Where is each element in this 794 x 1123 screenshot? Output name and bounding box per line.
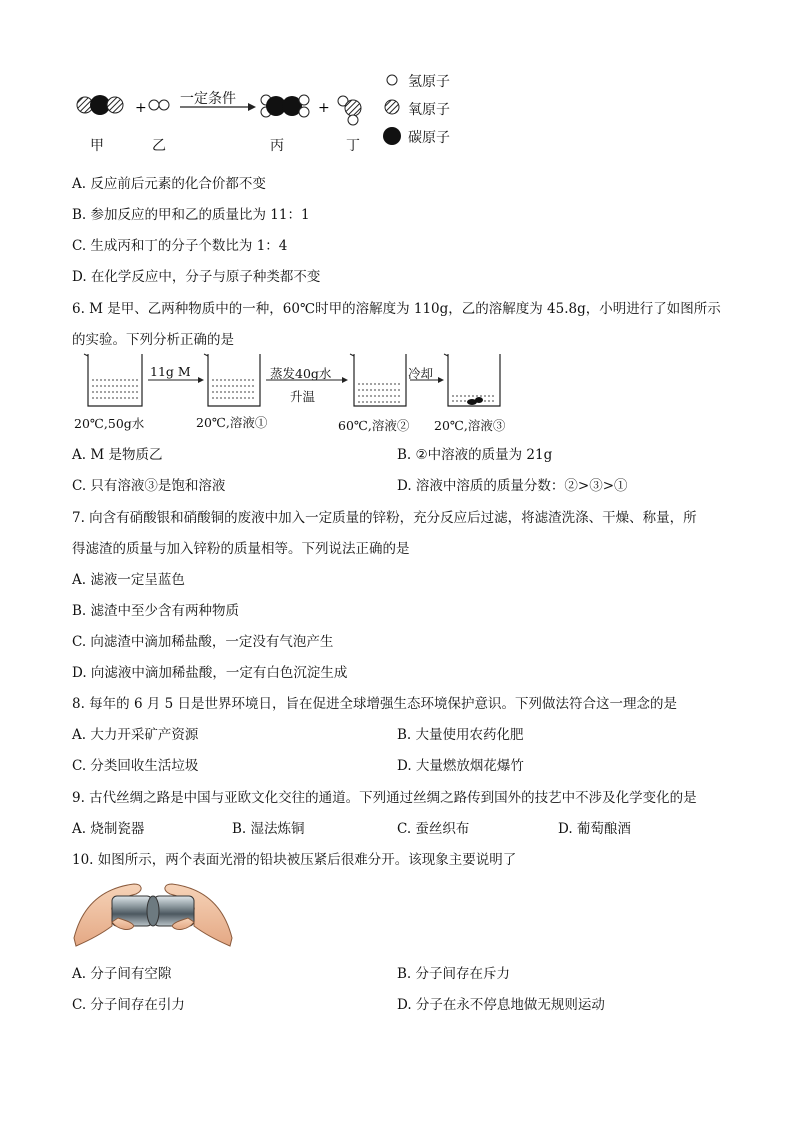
beaker-3-label: 60℃,溶液② (338, 418, 410, 433)
step3-label: 冷却 (408, 366, 434, 381)
beaker-2 (204, 354, 260, 406)
q6-option-a: A. M 是物质乙 (72, 447, 163, 463)
q9-option-d: D. 葡萄酿酒 (558, 821, 631, 837)
plus-sign: + (318, 100, 330, 116)
q5-option-b: B. 参加反应的甲和乙的质量比为 11：1 (72, 207, 310, 223)
molecule-jia (77, 95, 123, 115)
step2-bottom-label: 升温 (290, 389, 316, 404)
oxygen-atom-icon (385, 100, 399, 114)
q10-option-a: A. 分子间有空隙 (72, 966, 172, 982)
legend-hydrogen: 氢原子 (408, 74, 450, 90)
q9-option-a: A. 烧制瓷器 (72, 821, 145, 837)
q8-option-b: B. 大量使用农药化肥 (397, 727, 524, 743)
beaker-1-label: 20℃,50g水 (74, 416, 145, 431)
q8-option-c: C. 分类回收生活垃圾 (72, 758, 199, 774)
q9-option-b: B. 湿法炼铜 (232, 821, 305, 837)
q7-option-a: A. 滤液一定呈蓝色 (72, 572, 185, 588)
carbon-atom-icon (383, 127, 401, 145)
legend-carbon: 碳原子 (408, 130, 450, 146)
q6-stem-line1: 6. M 是甲、乙两种物质中的一种，60℃时甲的溶解度为 110g，乙的溶解度为 45.8g，小明进行了如图所示 (72, 301, 721, 317)
q8-stem: 8. 每年的 6 月 5 日是世界环境日，旨在促进全球增强生态环境保护意识。下列做法符合这一理念的是 (72, 696, 678, 712)
q6-stem-line2: 的实验。下列分析正确的是 (72, 332, 234, 348)
q10-option-b: B. 分子间存在斥力 (397, 966, 511, 982)
q6-option-b: B. ②中溶液的质量为 21g (397, 447, 553, 463)
beaker-1 (84, 354, 142, 406)
lead-blocks-illustration (72, 876, 234, 948)
step1-label: 11g M (150, 364, 191, 379)
beaker-2-label: 20℃,溶液① (196, 415, 268, 430)
label-bing: 丙 (270, 138, 284, 154)
q8-option-d: D. 大量燃放烟花爆竹 (397, 758, 524, 774)
beaker-4-label: 20℃,溶液③ (434, 418, 506, 433)
q5-option-d: D. 在化学反应中，分子与原子种类都不变 (72, 269, 321, 285)
molecule-yi (149, 100, 169, 110)
label-jia: 甲 (90, 138, 104, 154)
q5-option-c: C. 生成丙和丁的分子个数比为 1：4 (72, 238, 288, 254)
q6-option-d: D. 溶液中溶质的质量分数：②>③>① (397, 478, 628, 494)
q6-option-c: C. 只有溶液③是饱和溶液 (72, 478, 226, 494)
q5-option-a: A. 反应前后元素的化合价都不变 (72, 176, 266, 192)
q7-option-d: D. 向滤液中滴加稀盐酸，一定有白色沉淀生成 (72, 665, 348, 681)
q7-stem-line1: 7. 向含有硝酸银和硝酸铜的废液中加入一定质量的锌粉，充分反应后过滤，将滤渣洗涤、干燥、称量，所 (72, 510, 697, 526)
q10-option-c: C. 分子间存在引力 (72, 997, 185, 1013)
q7-option-b: B. 滤渣中至少含有两种物质 (72, 603, 240, 619)
beaker-3 (350, 354, 406, 406)
label-yi: 乙 (152, 138, 166, 154)
arrow-label: 一定条件 (180, 91, 236, 107)
legend-oxygen: 氧原子 (408, 102, 450, 118)
molecule-bing (261, 95, 309, 117)
q10-option-d: D. 分子在永不停息地做无规则运动 (397, 997, 605, 1013)
q9-option-c: C. 蚕丝织布 (397, 821, 470, 837)
q10-stem: 10. 如图所示，两个表面光滑的铅块被压紧后很难分开。该现象主要说明了 (72, 852, 517, 868)
q7-option-c: C. 向滤渣中滴加稀盐酸，一定没有气泡产生 (72, 634, 334, 650)
q8-option-a: A. 大力开采矿产资源 (72, 727, 199, 743)
plus-sign: + (135, 100, 147, 116)
hydrogen-atom-icon (387, 75, 397, 85)
beaker-4 (444, 354, 500, 406)
q7-stem-line2: 得滤渣的质量与加入锌粉的质量相等。下列说法正确的是 (72, 541, 410, 557)
label-ding: 丁 (346, 138, 360, 154)
q9-stem: 9. 古代丝绸之路是中国与亚欧文化交往的通道。下列通过丝绸之路传到国外的技艺中不涉及化学变化的是 (72, 790, 697, 806)
molecule-ding (338, 96, 361, 125)
step2-top-label: 蒸发40g水 (270, 366, 332, 381)
